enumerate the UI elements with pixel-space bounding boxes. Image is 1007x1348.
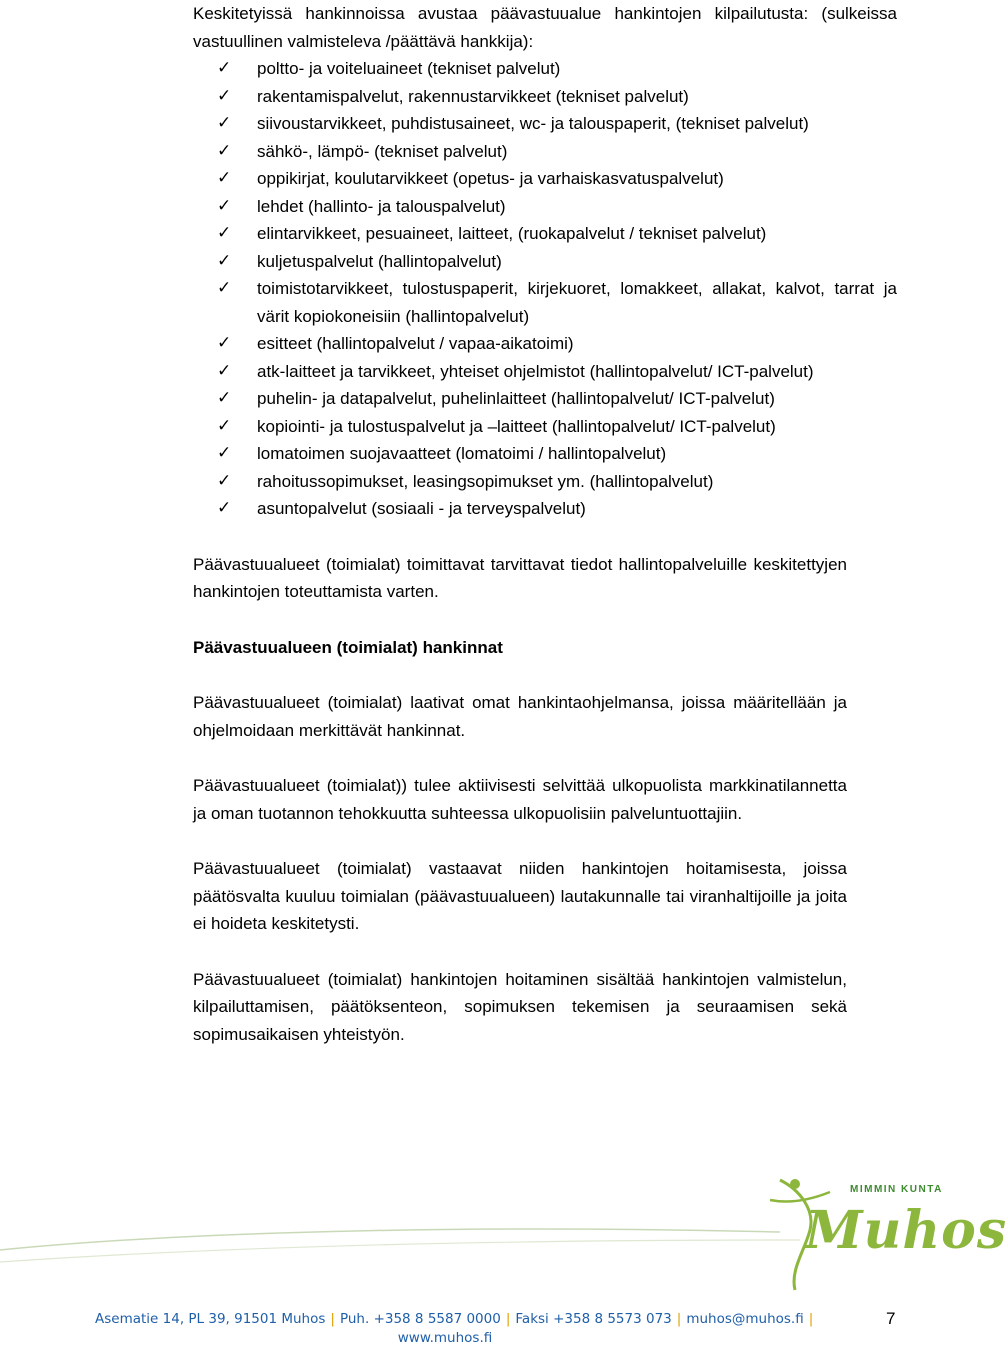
checkmark-icon: ✓ xyxy=(217,223,232,243)
checklist-item-text: lomatoimen suojavaatteet (lomatoimi / hallintopalvelut) xyxy=(257,444,667,463)
checkmark-icon: ✓ xyxy=(217,278,232,298)
checklist-item-text: esitteet (hallintopalvelut / vapaa-aikatoimi) xyxy=(257,334,574,353)
checklist-item xyxy=(193,358,897,386)
checklist-item xyxy=(193,330,897,358)
footer-contact-row: Asematie 14, PL 39, 91501 Muhos | Puh. +358 8 5587 0000 | Faksi +358 8 5573 073 | muhos@muhos.fi | xyxy=(95,1311,814,1327)
checkmark-icon: ✓ xyxy=(217,333,232,353)
checklist-item xyxy=(193,220,897,248)
checklist-item xyxy=(193,83,897,111)
paragraph-vastuu: Päävastuualueet (toimialat) vastaavat niiden hankintojen hoitamisesta, joissa päätösvalta kuuluu toimialan (päävastuualueen) lautakunnalle tai viranhaltijoille ja joita ei hoideta keskitetysti. xyxy=(193,859,847,933)
checklist-item-text: poltto- ja voiteluaineet (tekniset palvelut) xyxy=(257,59,561,78)
checklist-item xyxy=(193,495,897,523)
checklist-item-text: rakentamispalvelut, rakennustarvikkeet (tekniset palvelut) xyxy=(257,86,689,106)
checklist-item-text: oppikirjat, koulutarvikkeet (opetus- ja varhaiskasvatuspalvelut) xyxy=(257,169,724,188)
checkmark-icon: ✓ xyxy=(217,113,232,133)
footer-email-link[interactable]: muhos@muhos.fi xyxy=(686,1311,804,1327)
checklist-item xyxy=(193,413,897,441)
checkmark-icon: ✓ xyxy=(217,443,232,463)
checklist-item-text: atk-laitteet ja tarvikkeet, yhteiset ohjelmistot (hallintopalvelut/ ICT-palvelut) xyxy=(257,361,814,381)
checkmark-icon: ✓ xyxy=(217,168,232,188)
checklist-item-text: asuntopalvelut (sosiaali - ja terveyspalvelut) xyxy=(257,499,586,518)
footer-address: Asematie 14, PL 39, 91501 Muhos xyxy=(95,1311,326,1327)
checklist-item xyxy=(193,110,897,138)
checklist-item-text: lehdet (hallinto- ja talouspalvelut) xyxy=(257,196,506,216)
muhos-logo xyxy=(0,1170,1007,1310)
checklist-item xyxy=(193,248,897,276)
checklist-item xyxy=(193,468,897,496)
checklist-item xyxy=(193,55,897,83)
checkmark-icon: ✓ xyxy=(217,415,232,436)
checkmark-icon: ✓ xyxy=(217,470,232,491)
paragraph-tiedot: Päävastuualueet (toimialat) toimittavat tarvittavat tiedot hallintopalveluille keskitettyjen hankintojen toteuttamista varten. xyxy=(193,554,847,601)
checkmark-icon: ✓ xyxy=(217,498,232,518)
logo-muhos-text: Muhos xyxy=(805,1200,1007,1261)
intro-paragraph: Keskitetyissä hankinnoissa avustaa päävastuualue hankintojen kilpailutusta: (sulkeissa vastuullinen valmisteleva /päättävä hankkija): xyxy=(193,4,897,51)
footer-phone: Puh. +358 8 5587 0000 xyxy=(339,1311,501,1327)
checklist-item-text: toimistotarvikkeet, tulostuspaperit, kirjekuoret, lomakkeet, allakat, kalvot, tarrat ja värit kopiokoneisiin (hallintopalvelut) xyxy=(257,279,897,326)
checklist-item xyxy=(193,165,897,193)
checkmark-icon: ✓ xyxy=(217,195,232,216)
checklist-item-text: kopiointi- ja tulostuspalvelut ja –laitteet (hallintopalvelut/ ICT-palvelut) xyxy=(257,416,776,436)
checklist-item xyxy=(193,138,897,166)
checklist-item xyxy=(193,193,897,221)
checkmark-icon: ✓ xyxy=(217,250,232,271)
paragraph-hoitaminen: Päävastuualueet (toimialat) hankintojen hoitaminen sisältää hankintojen valmistelun, kilpailuttamisen, päätöksenteon, sopimuksen tekemisen ja seuraamisen sekä sopimusaikaisen yhteistyön. xyxy=(193,969,847,1044)
checkmark-icon: ✓ xyxy=(217,388,232,408)
logo-kunta-text: MIMMIN KUNTA xyxy=(850,1184,943,1195)
checklist-item-text: siivoustarvikkeet, puhdistusaineet, wc- ja talouspaperit, (tekniset palvelut) xyxy=(257,114,809,133)
checkmark-icon: ✓ xyxy=(217,140,232,161)
checklist-item-text: sähkö-, lämpö- (tekniset palvelut) xyxy=(257,141,508,161)
paragraph-markkinatilanne: Päävastuualueet (toimialat)) tulee aktiivisesti selvittää ulkopuolista markkinatilannetta ja oman tuotannon tehokkuutta suhteessa ulkopuolisiin palveluntuottajiin. xyxy=(193,776,847,823)
footer-fax: Faksi +358 8 5573 073 xyxy=(515,1311,672,1327)
paragraph-hankintaohjelma: Päävastuualueet (toimialat) laativat omat hankintaohjelmansa, joissa määritellään ja ohjelmoidaan merkittävät hankinnat. xyxy=(193,693,847,740)
checklist-item xyxy=(193,440,897,468)
checklist-item-text: elintarvikkeet, pesuaineet, laitteet, (ruokapalvelut / tekniset palvelut) xyxy=(257,224,767,243)
checkmark-list xyxy=(193,55,897,523)
checklist-item-text: puhelin- ja datapalvelut, puhelinlaitteet (hallintopalvelut/ ICT-palvelut) xyxy=(257,389,775,408)
checklist-item-text: kuljetuspalvelut (hallintopalvelut) xyxy=(257,251,502,271)
page-footer xyxy=(95,1310,895,1348)
checklist-item xyxy=(193,385,897,413)
page-number: 7 xyxy=(886,1309,896,1328)
footer-web-link[interactable]: www.muhos.fi xyxy=(397,1330,493,1346)
section-heading: Päävastuualueen (toimialat) hankinnat xyxy=(193,637,503,657)
document-body xyxy=(193,0,897,1048)
checkmark-icon: ✓ xyxy=(217,58,232,78)
checklist-item xyxy=(193,275,897,330)
checklist-item-text: rahoitussopimukset, leasingsopimukset ym. (hallintopalvelut) xyxy=(257,471,714,491)
checkmark-icon: ✓ xyxy=(217,360,232,381)
checkmark-icon: ✓ xyxy=(217,85,232,106)
